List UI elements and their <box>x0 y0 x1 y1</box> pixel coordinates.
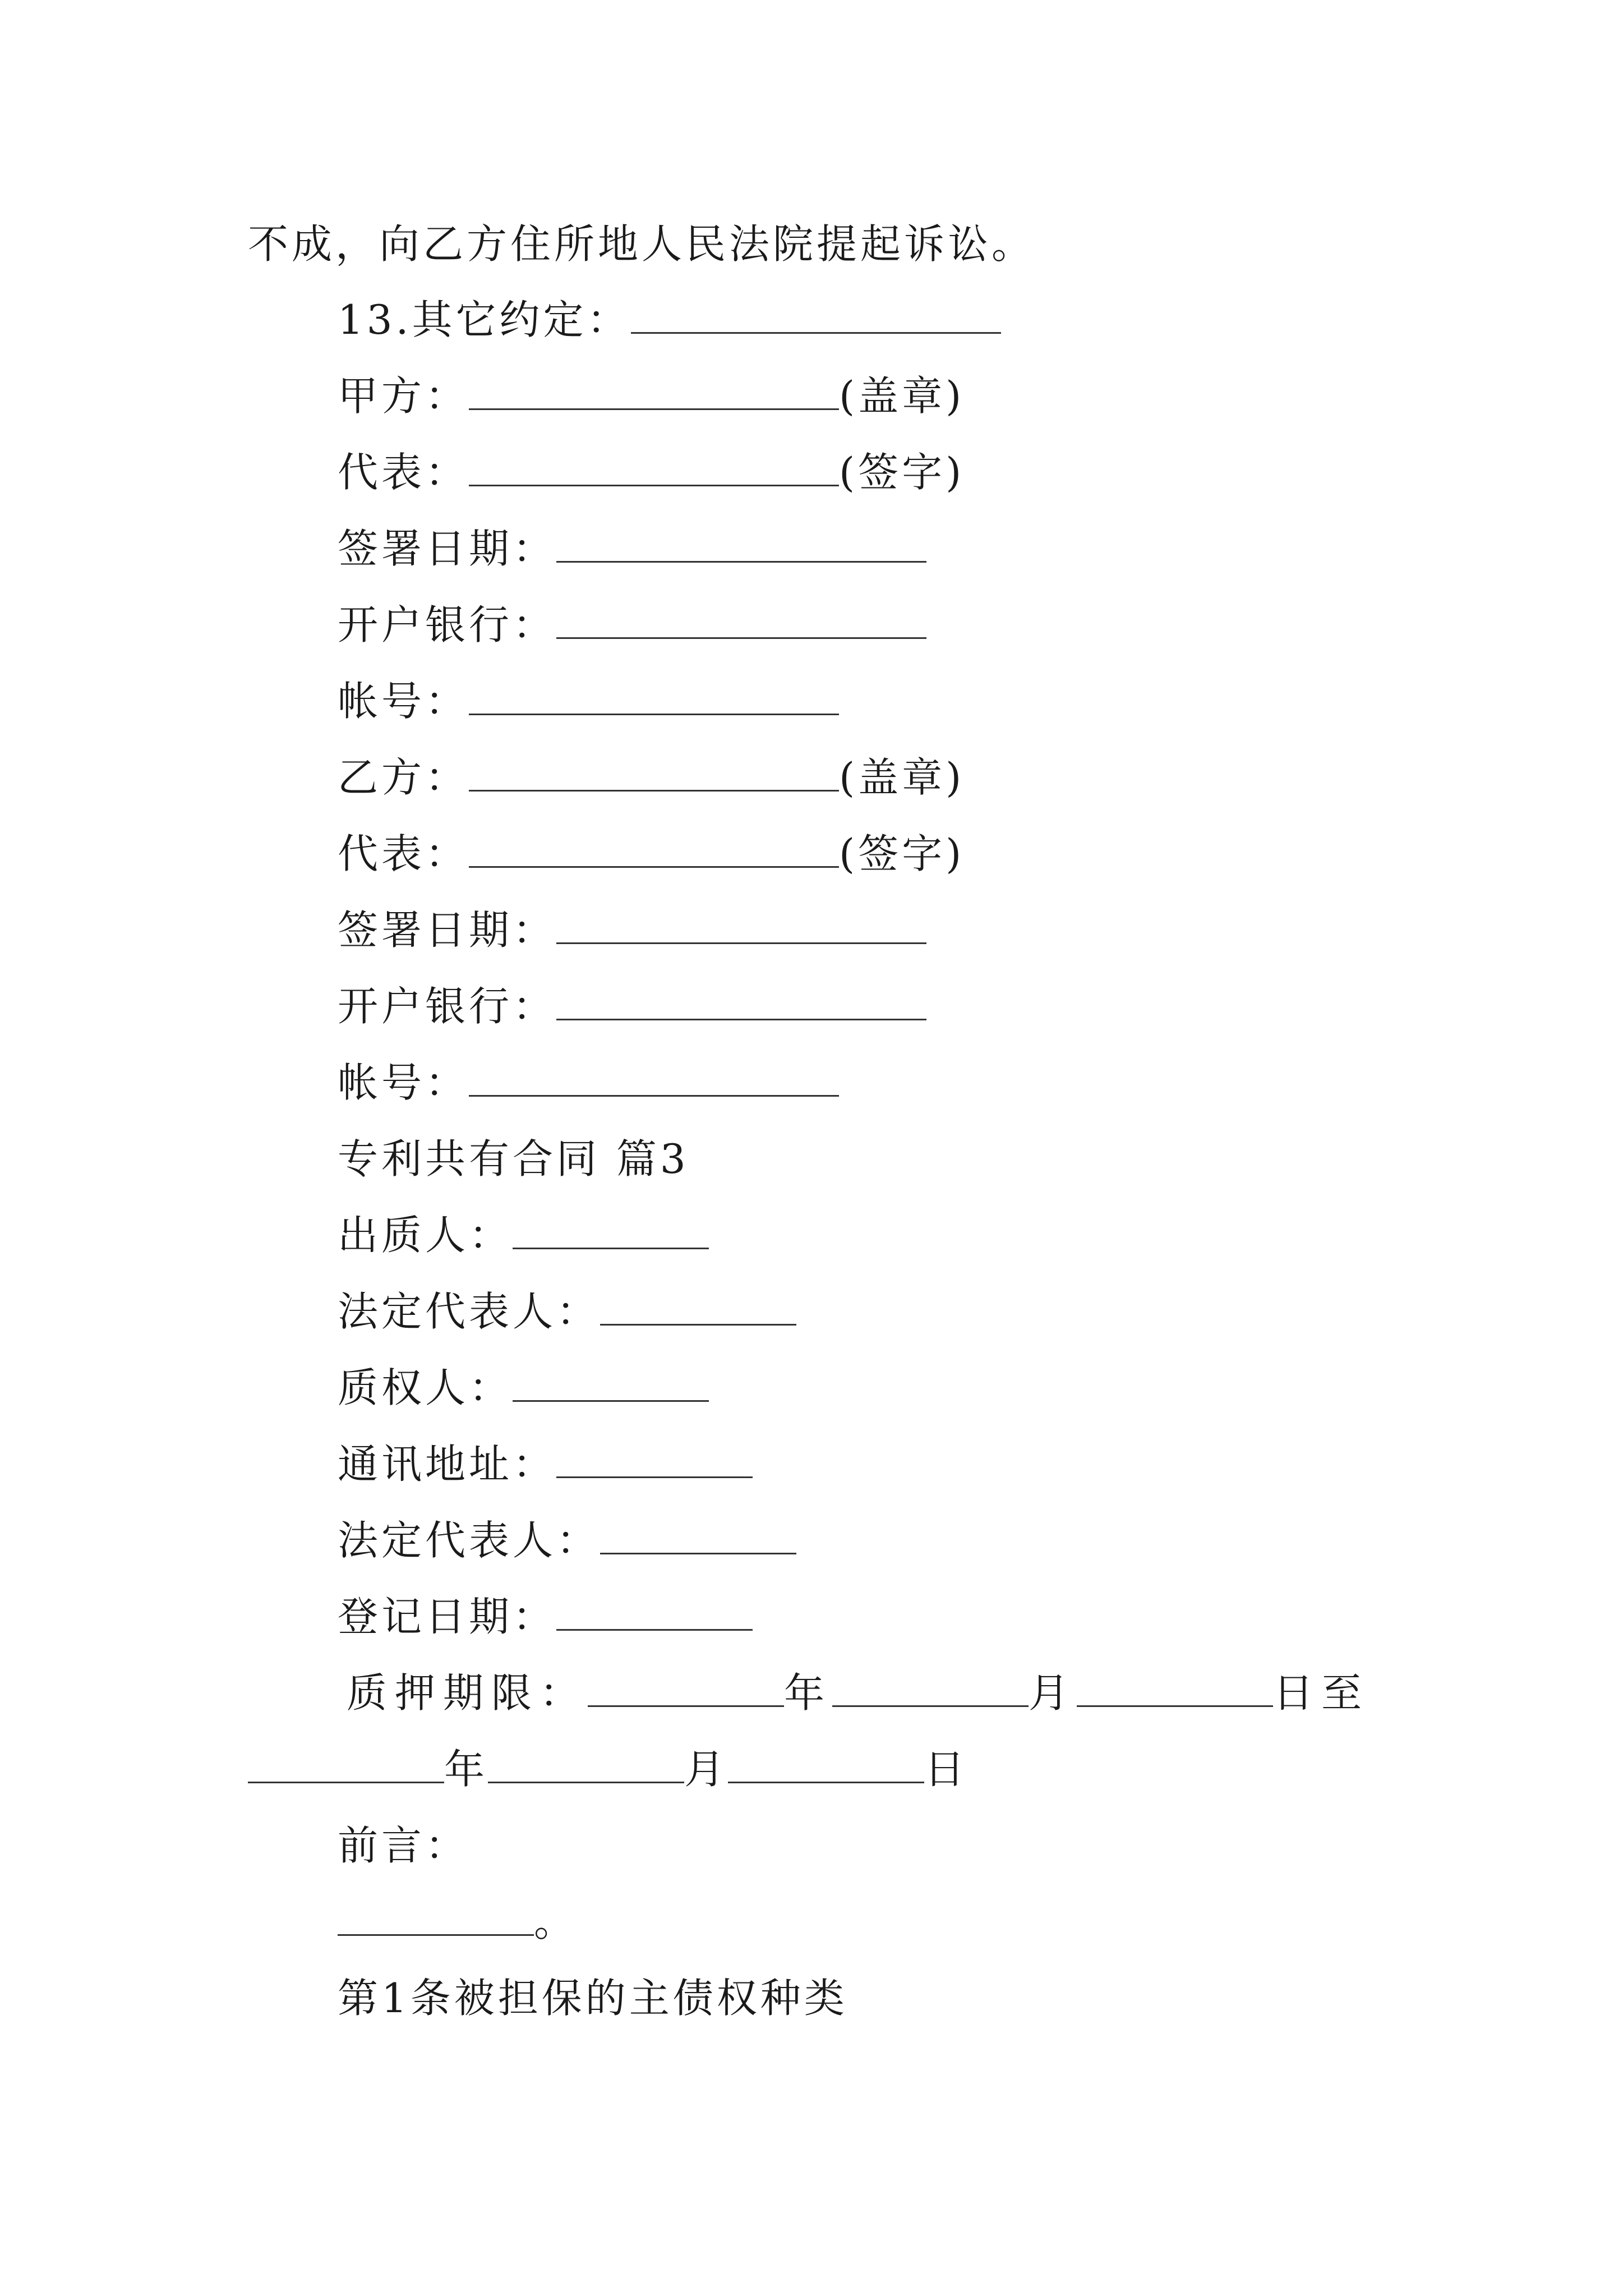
party-b-bank-label: 开户银行： <box>338 983 557 1030</box>
party-b-account-label: 帐号： <box>338 1059 469 1106</box>
party-a-account-blank[interactable] <box>469 674 839 715</box>
term-end-year-blank[interactable] <box>248 1742 444 1783</box>
pledgee-blank[interactable] <box>513 1361 709 1402</box>
party-a-bank-label: 开户银行： <box>338 601 557 648</box>
party-b-blank[interactable] <box>469 751 839 792</box>
legal-rep-label-1: 法定代表人： <box>338 1288 601 1335</box>
party-b-account-blank[interactable] <box>469 1056 839 1097</box>
party-b-bank-blank[interactable] <box>556 979 926 1020</box>
term-year-label: 年 <box>784 1669 833 1717</box>
party-b-date-label: 签署日期： <box>338 907 557 954</box>
term-month-label: 月 <box>1029 1669 1077 1717</box>
address-label: 通讯地址： <box>338 1441 557 1488</box>
party-a-blank[interactable] <box>469 369 839 410</box>
party-a-account-row <box>338 673 839 729</box>
preface-row <box>338 1818 469 1874</box>
term-start-day-blank[interactable] <box>1077 1666 1273 1707</box>
party-a-rep-label: 代表： <box>338 449 469 496</box>
party-b-account-row <box>338 1055 839 1111</box>
party-b-rep-label: 代表： <box>338 830 469 877</box>
party-b-sign: (签字) <box>839 830 965 877</box>
party-b-bank-row <box>338 978 926 1034</box>
article-1-text: 第1条被担保的主债权种类 <box>338 1975 848 2022</box>
clause-13-row <box>338 292 1001 348</box>
clause-13-label: 13.其它约定： <box>338 296 631 343</box>
clause-13-blank[interactable] <box>631 293 1001 334</box>
legal-rep-label-2: 法定代表人： <box>338 1517 601 1564</box>
party-a-label: 甲方： <box>338 372 469 420</box>
pledgee-row <box>338 1360 709 1416</box>
party-b-date-blank[interactable] <box>556 903 926 944</box>
party-a-account-label: 帐号： <box>338 678 469 725</box>
term-end-year-label: 年 <box>444 1746 488 1793</box>
section-3-title <box>338 1131 689 1187</box>
term-start-year-blank[interactable] <box>588 1666 784 1707</box>
address-blank[interactable] <box>556 1437 753 1478</box>
pledgor-label: 出质人： <box>338 1212 513 1259</box>
preface-period: 。 <box>534 1898 578 1945</box>
pledgee-label: 质权人： <box>338 1364 513 1411</box>
party-b-rep-blank[interactable] <box>469 827 839 868</box>
continuation-text <box>248 216 1035 272</box>
continuation-text-content: 不成，向乙方住所地人民法院提起诉讼。 <box>248 220 1036 268</box>
preface-blank[interactable] <box>338 1895 534 1936</box>
term-end-row <box>248 1741 968 1797</box>
party-b-rep-row <box>338 826 965 882</box>
party-a-seal: (盖章) <box>839 372 965 420</box>
term-start-month-blank[interactable] <box>832 1666 1029 1707</box>
term-end-day-label: 日 <box>924 1746 969 1793</box>
reg-date-label: 登记日期： <box>338 1593 557 1640</box>
party-a-bank-blank[interactable] <box>556 598 926 639</box>
address-row <box>338 1436 753 1492</box>
term-end-day-blank[interactable] <box>728 1742 924 1783</box>
party-b-row <box>338 749 965 806</box>
party-a-rep-blank[interactable] <box>469 445 839 486</box>
reg-date-blank[interactable] <box>556 1590 753 1631</box>
party-b-label: 乙方： <box>338 754 469 801</box>
preface-label: 前言： <box>338 1822 469 1869</box>
term-end-month-label: 月 <box>684 1746 728 1793</box>
party-a-date-row <box>338 521 926 577</box>
party-a-rep-row <box>338 444 965 500</box>
term-day-to-label: 日至 <box>1273 1669 1370 1717</box>
section-3-title-text: 专利共有合同 篇3 <box>338 1135 689 1182</box>
legal-rep-blank-2[interactable] <box>600 1513 796 1554</box>
article-1-row <box>338 1970 848 2026</box>
preface-blank-row <box>338 1894 578 1950</box>
legal-rep-row-1 <box>338 1283 796 1340</box>
party-a-row <box>338 368 965 424</box>
party-a-bank-row <box>338 597 926 653</box>
term-row <box>347 1665 1370 1721</box>
party-a-sign: (签字) <box>839 449 965 496</box>
term-end-month-blank[interactable] <box>488 1742 684 1783</box>
term-label: 质押期限： <box>347 1669 588 1717</box>
party-a-date-label: 签署日期： <box>338 525 557 572</box>
legal-rep-blank-1[interactable] <box>600 1285 796 1326</box>
pledgor-blank[interactable] <box>513 1208 709 1249</box>
party-a-date-blank[interactable] <box>556 522 926 563</box>
legal-rep-row-2 <box>338 1512 796 1568</box>
reg-date-row <box>338 1589 753 1645</box>
party-b-seal: (盖章) <box>839 754 965 801</box>
party-b-date-row <box>338 902 926 958</box>
pledgor-row <box>338 1207 709 1263</box>
